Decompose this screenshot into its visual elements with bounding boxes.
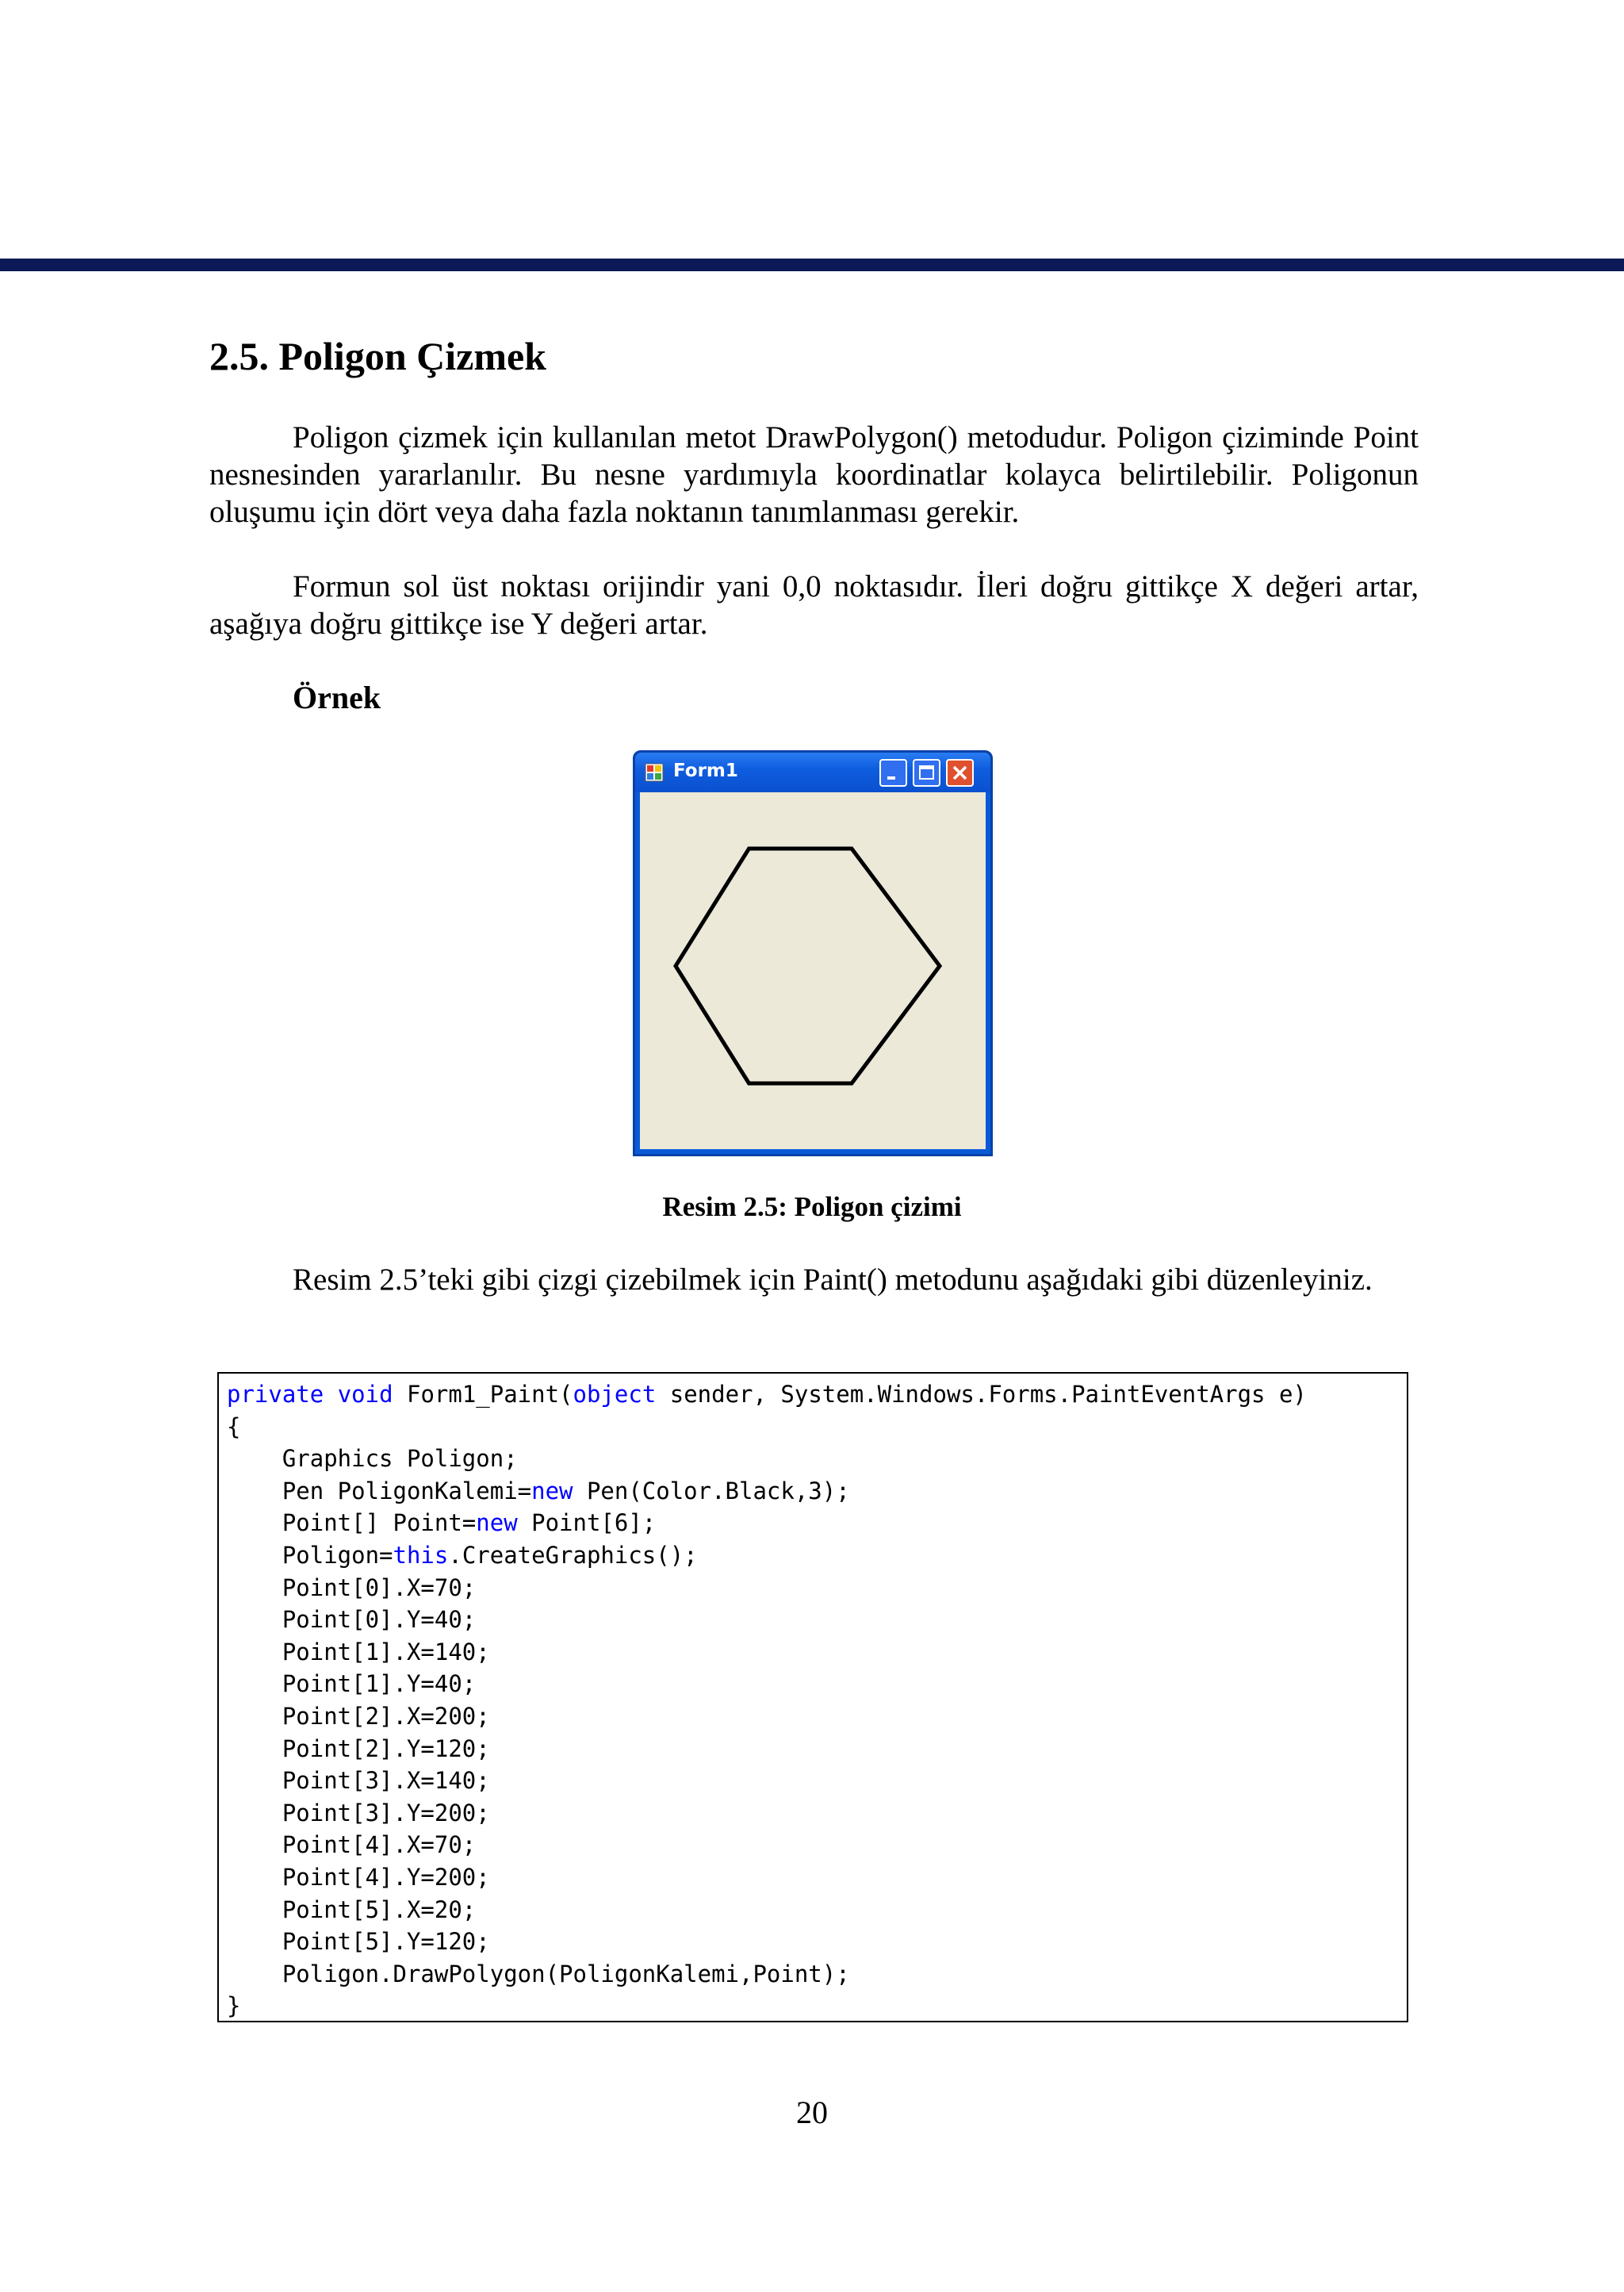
code-keyword: new (531, 1477, 573, 1504)
code-keyword: object (573, 1381, 657, 1408)
close-icon (948, 761, 972, 785)
maximize-icon (914, 761, 939, 785)
code-text: Point[6]; (517, 1509, 657, 1537)
window-title: Form1 (673, 761, 738, 781)
code-line: Point[2].Y=120; (227, 1734, 490, 1762)
code-line: Point[0].Y=40; (227, 1606, 477, 1634)
minimize-icon (881, 761, 906, 785)
section-heading: 2.5. Poligon Çizmek (209, 334, 546, 378)
code-line: Point[1].Y=40; (227, 1670, 477, 1698)
app-window-icon (645, 763, 664, 782)
code-line: Point[0].X=70; (227, 1573, 477, 1601)
code-text: .CreateGraphics(); (448, 1541, 698, 1569)
code-line: Point[3].Y=200; (227, 1799, 490, 1826)
code-keyword: void (337, 1381, 393, 1408)
code-open-brace: { (227, 1412, 241, 1440)
code-line: Point[5].Y=120; (227, 1928, 490, 1956)
maximize-button[interactable] (913, 759, 940, 787)
code-line: Point[5].X=20; (227, 1895, 477, 1923)
example-label: Örnek (293, 680, 381, 715)
code-text: sender, System.Windows.Forms.PaintEventArgs e) (669, 1381, 1307, 1408)
code-line: Point[2].X=200; (227, 1702, 490, 1730)
code-line: Graphics Poligon; (227, 1445, 518, 1473)
code-keyword: new (476, 1509, 518, 1537)
code-line: Poligon.DrawPolygon(PoligonKalemi,Point); (227, 1960, 850, 1987)
code-line: Point[3].X=140; (227, 1767, 490, 1795)
code-text: Poligon= (227, 1541, 393, 1569)
paragraph-paint-method: Resim 2.5’teki gibi çizgi çizebilmek için Paint() metodunu aşağıdaki gibi düzenleyiniz. (293, 1263, 1373, 1297)
paragraph-origin: Formun sol üst noktası orijindir yani 0,0 noktasıdır. İleri doğru gittikçe X değeri artar, aşağıya doğru gittikçe ise Y değeri artar. (209, 569, 1419, 641)
code-close-brace: } (227, 1992, 241, 2020)
code-line: Point[1].X=140; (227, 1638, 490, 1665)
top-rule (0, 259, 1624, 271)
code-line: Point[4].X=70; (227, 1831, 477, 1859)
paragraph-drawpolygon: Poligon çizmek için kullanılan metot DrawPolygon() metodudur. Poligon çiziminde Point nesnesinden yararlanılır. Bu nesne yardımıyla koordinatlar kolayca belirtilebilir. Poligonun oluşumu için dört veya daha fazla noktanın tanımlanması gerekir. (209, 420, 1419, 529)
figure-caption: Resim 2.5: Poligon çizimi (662, 1191, 962, 1222)
hexagon-polygon (676, 849, 940, 1083)
form-client-area (640, 792, 986, 1149)
code-line: Point[4].Y=200; (227, 1863, 490, 1891)
minimize-button[interactable] (879, 759, 907, 787)
code-block (227, 1378, 1307, 2022)
code-text: Pen PoligonKalemi= (227, 1477, 532, 1504)
close-button[interactable] (946, 759, 974, 787)
window-titlebar[interactable] (635, 753, 990, 792)
page-number: 20 (796, 2095, 828, 2130)
code-keyword: private (227, 1381, 324, 1408)
code-text: Point[] Point= (227, 1509, 477, 1537)
code-text: Form1_Paint( (407, 1381, 573, 1408)
code-keyword: this (393, 1541, 449, 1569)
form1-window (633, 750, 993, 1156)
code-text: Pen(Color.Black,3); (573, 1477, 850, 1504)
code-listing (217, 1372, 1408, 2022)
polygon-canvas (640, 792, 986, 1149)
